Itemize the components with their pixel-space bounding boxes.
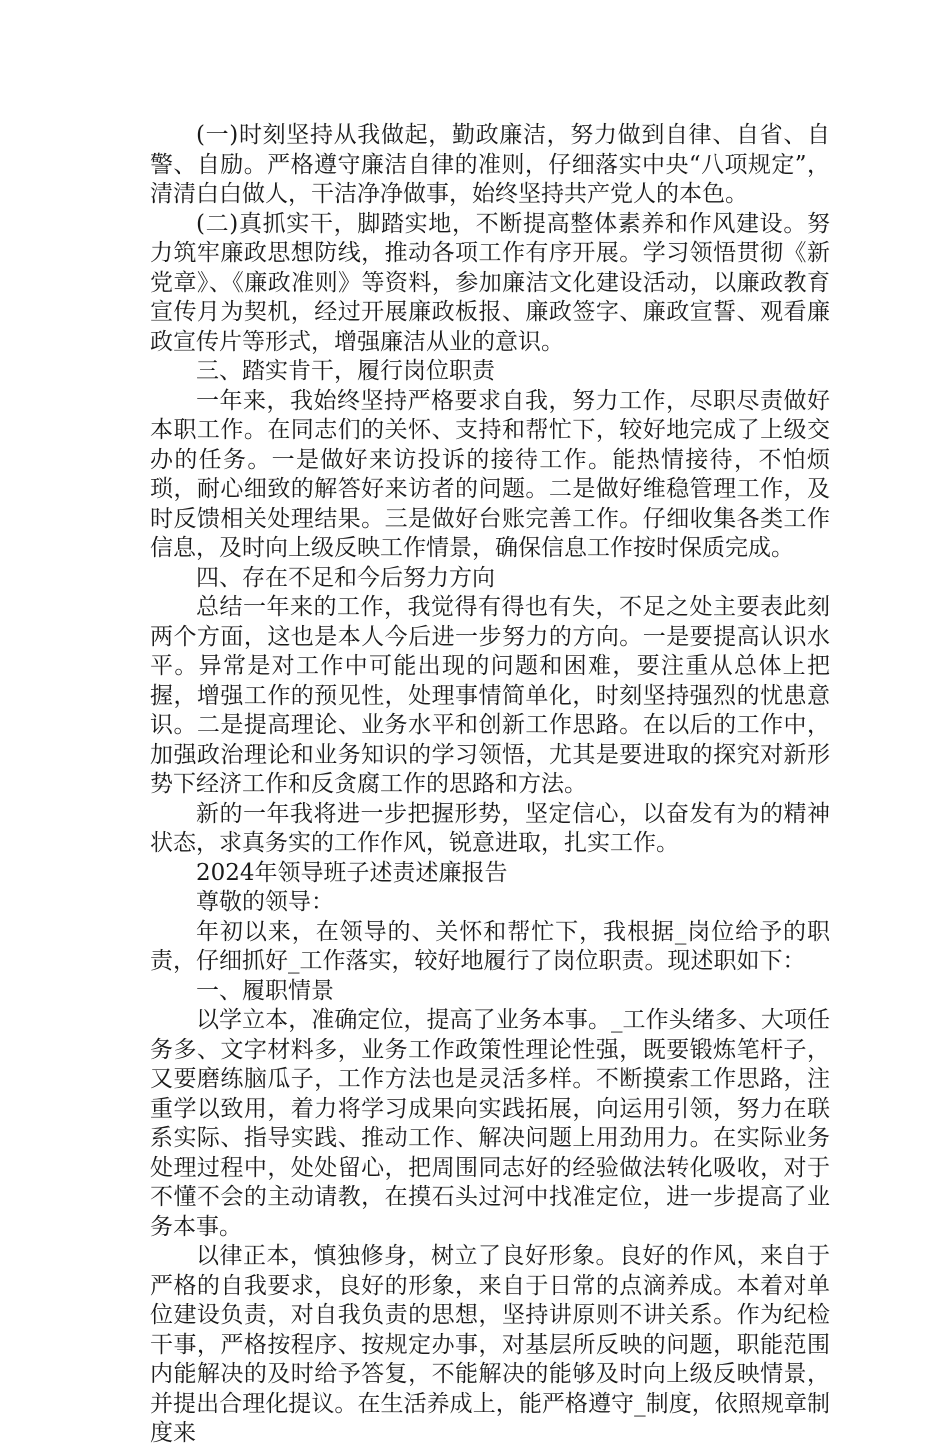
- document-body: [150, 121, 830, 1449]
- paragraph-5: 新的一年我将进一步把握形势，坚定信心，以奋发有为的精神状态，求真务实的工作作风，锐意进取，扎实工作。: [150, 800, 830, 856]
- paragraph-6: 年初以来，在领导的、关怀和帮忙下，我根据_岗位给予的职责，仔细抓好_工作落实，较好地履行了岗位职责。现述职如下：: [150, 918, 830, 974]
- paragraph-3: 一年来，我始终坚持严格要求自我，努力工作，尽职尽责做好本职工作。在同志们的关怀、支持和帮忙下，较好地完成了上级交办的任务。一是做好来访投诉的接待工作。能热情接待，不怕烦琐，耐心细致的解答好来访者的问题。二是做好维稳管理工作，及时反馈相关处理结果。三是做好台账完善工作。仔细收集各类工作信息，及时向上级反映工作情景，确保信息工作按时保质完成。: [150, 387, 830, 561]
- salutation: 尊敬的领导：: [196, 889, 334, 915]
- section-heading-1: 一、履职情景: [196, 977, 334, 1004]
- paragraph-2: (二)真抓实干，脚踏实地，不断提高整体素养和作风建设。努力筑牢廉政思想防线，推动各项工作有序开展。学习领悟贯彻《新党章》、《廉政准则》等资料，参加廉洁文化建设活动，以廉政教育宣传月为契机，经过开展廉政板报、廉政签字、廉政宣誓、观看廉政宣传片等形式，增强廉洁从业的意识。: [150, 210, 830, 355]
- section-heading-4: 四、存在不足和今后努力方向: [196, 564, 495, 591]
- section-heading-3: 三、踏实肯干，履行岗位职责: [196, 358, 495, 384]
- report-title: 2024年领导班子述责述廉报告: [196, 859, 508, 886]
- paragraph-1: (一)时刻坚持从我做起，勤政廉洁，努力做到自律、自省、自警、自励。严格遵守廉洁自律的准则，仔细落实中央“八项规定”，清清白白做人，干洁净净做事，始终坚持共产党人的本色。: [150, 122, 830, 207]
- paragraph-7: 以学立本，准确定位，提高了业务本事。_工作头绪多、大项任务多、文字材料多，业务工作政策性理论性强，既要锻炼笔杆子，又要磨练脑瓜子，工作方法也是灵活多样。不断摸索工作思路，注重学以致用，着力将学习成果向实践拓展，向运用引领，努力在联系实际、指导实践、推动工作、解决问题上用劲用力。在实际业务处理过程中，处处留心，把周围同志好的经验做法转化吸收，对于不懂不会的主动请教，在摸石头过河中找准定位，进一步提高了业务本事。: [150, 1007, 830, 1240]
- paragraph-8: 以律正本，慎独修身，树立了良好形象。良好的作风，来自于严格的自我要求，良好的形象，来自于日常的点滴养成。本着对单位建设负责，对自我负责的思想，坚持讲原则不讲关系。作为纪检干事，严格按程序、按规定办事，对基层所反映的问题，职能范围内能解决的及时给予答复，不能解决的能够及时向上级反映情景，并提出合理化提议。在生活养成上，能严格遵守_制度，依照规章制度来: [150, 1243, 830, 1446]
- paragraph-4: 总结一年来的工作，我觉得有得也有失，不足之处主要表此刻两个方面，这也是本人今后进一步努力的方向。一是要提高认识水平。异常是对工作中可能出现的问题和困难，要注重从总体上把握，增强工作的预见性，处理事情简单化，时刻坚持强烈的忧患意识。二是提高理论、业务水平和创新工作思路。在以后的工作中，加强政治理论和业务知识的学习领悟，尤其是要进取的探究对新形势下经济工作和反贪腐工作的思路和方法。: [150, 594, 830, 797]
